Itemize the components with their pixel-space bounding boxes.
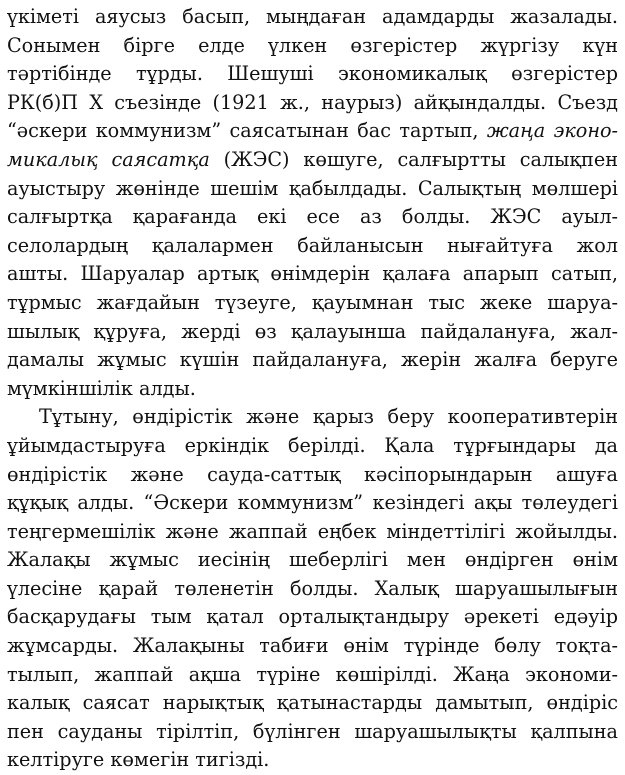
text-line: [7, 260, 618, 289]
text-run: өндірістік және сауда-саттық кәсіпорындарын ашуға: [7, 462, 618, 486]
text-line: [7, 146, 618, 175]
text-line: [7, 60, 618, 89]
text-run: келтіруге көмегін тигізді.: [7, 748, 270, 772]
text-line: [7, 346, 618, 375]
text-run: үлесіне қарай төленетін болды. Халық шаруашылығын: [7, 576, 618, 600]
text-run: тылып, жаппай ақша түріне көшірілді. Жаңа экономи-: [7, 662, 618, 686]
text-run: тәртібінде тұрды. Шешуші экономикалық өзгерістер: [7, 62, 618, 86]
text-line: [7, 689, 618, 718]
text-run: салғыртқа қарағанда екі есе аз болды. ЖЭС ауыл-: [7, 205, 618, 229]
paragraph-nep-reforms: [7, 403, 618, 775]
text-line: [7, 489, 618, 518]
text-line: [7, 432, 618, 461]
text-run: селолардың қалалармен байланысын нығайтуға жол: [7, 233, 618, 257]
text-line: [7, 3, 618, 32]
text-line: [7, 403, 618, 432]
italic-term: микалық саясатқа: [7, 147, 210, 171]
text-line: [7, 89, 618, 118]
text-line: [7, 661, 618, 690]
text-run: (ЖЭС) көшуге, салғыртты салықпен: [209, 147, 618, 171]
text-line: [7, 746, 618, 775]
text-line: [7, 203, 618, 232]
text-line: [7, 461, 618, 490]
text-line: [7, 546, 618, 575]
text-run: құқық алды. “Әскери коммунизм” кезіндегі ақы төлеудегі: [7, 491, 618, 515]
text-run: ауыстыру жөнінде шешім қабылдады. Салықтың мөлшері: [7, 176, 618, 200]
text-line: [7, 318, 618, 347]
text-run: дамалы жұмыс күшін пайдалануға, жерін жалға беруге: [7, 348, 618, 372]
text-run: шылық құруға, жерді өз қалауынша пайдалануға, жал-: [7, 319, 618, 343]
text-run: үкіметі аяусыз басып, мыңдаған адамдарды жазалады.: [7, 5, 618, 28]
text-line: [7, 289, 618, 318]
text-run: тұрмыс жағдайын түзеуге, қауымнан тыс жеке шаруа-: [7, 290, 618, 314]
text-run: ұйымдастыруға еркіндік берілді. Қала тұрғындары да: [7, 433, 618, 457]
text-run: мүмкіншілік алды.: [7, 376, 196, 400]
document-page: [7, 3, 618, 775]
italic-term: жаңа эконо-: [486, 119, 618, 143]
text-line: [7, 575, 618, 604]
text-run: калық саясат нарықтық қатынастарды дамытып, өндіріс: [7, 691, 618, 715]
text-line: [7, 603, 618, 632]
text-line: [7, 175, 618, 204]
text-run: ашты. Шаруалар артық өнімдерін қалаға апарып сатып,: [7, 262, 618, 286]
text-line: [7, 232, 618, 261]
text-line: [7, 718, 618, 747]
text-run: теңгермешілік және жаппай еңбек міндеттілігі жойылды.: [7, 519, 618, 543]
text-run: басқарудағы тым қатал орталықтандыру әрекеті едәуір: [7, 605, 618, 629]
text-run: жұмсарды. Жалақыны табиғи өнім түрінде бөлу тоқта-: [7, 634, 618, 658]
text-run: Сонымен бірге елде үлкен өзгерістер жүргізу күн: [7, 33, 618, 57]
text-run: “әскери коммунизм” саясатынан бас тартып,: [7, 119, 487, 143]
text-run: пен сауданы тірілтіп, бүлінген шаруашылықты қалпына: [7, 719, 618, 743]
text-run: Тұтыну, өндірістік және қарыз беру кооперативтерін: [39, 405, 618, 429]
text-run: РК(б)П X съезінде (1921 ж., наурыз) айқындалды. Съезд: [7, 90, 618, 114]
text-line: [7, 32, 618, 61]
text-line: [7, 518, 618, 547]
paragraph-nep-introduction: [7, 3, 618, 403]
text-run: Жалақы жұмыс иесінің шеберлігі мен өндірген өнім: [7, 548, 618, 572]
text-line: [7, 117, 618, 146]
text-line: [7, 375, 618, 404]
text-line: [7, 632, 618, 661]
